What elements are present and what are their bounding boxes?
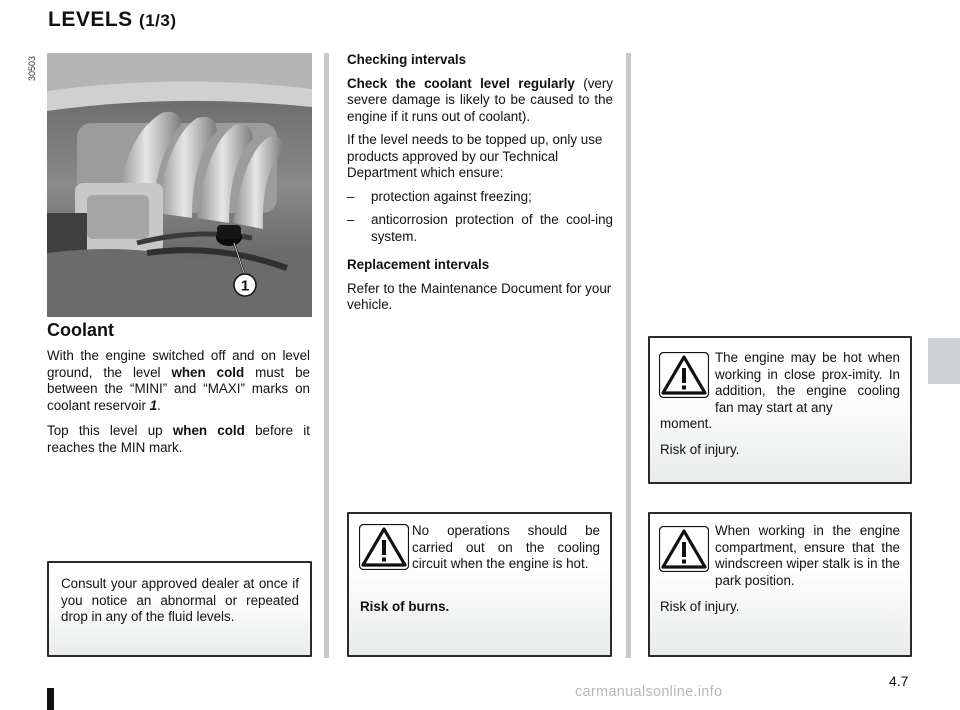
warning-triangle-icon: [659, 526, 709, 572]
text-run-bold: when cold: [172, 423, 245, 438]
warning-box-burns: [347, 512, 612, 657]
corner-mark: [47, 688, 54, 710]
text-run: .: [157, 397, 161, 413]
column-divider-right: [626, 53, 631, 658]
figure-code: 30503: [27, 56, 37, 82]
watermark: carmanualsonline.info: [575, 684, 723, 700]
warning-burns-text: No operations should be carried out on the cooling circuit when the engine is hot.: [412, 523, 600, 571]
replacement-text: Refer to the Maintenance Document for your vehicle.: [347, 280, 612, 312]
warning-box-hot-engine: [648, 336, 912, 484]
section-heading-checking: Checking intervals: [347, 52, 467, 67]
text-run: before it reaches the MIN mark.: [47, 423, 310, 455]
dealer-notice-box: [47, 561, 312, 657]
text-run: (very severe damage is likely to be caused to the engine if it runs out of coolant).: [347, 75, 613, 124]
page-title-text: LEVELS: [48, 8, 133, 31]
page-title-part: (1/3): [139, 11, 177, 30]
coolant-paragraph-2: [47, 423, 310, 456]
page-title: [48, 8, 177, 32]
engine-bay-photo: [47, 53, 312, 317]
warning-box-wiper: [648, 512, 912, 657]
column-divider-left: [324, 53, 329, 658]
text-run-bold-italic: 1: [149, 397, 158, 413]
warning-triangle-icon: [659, 352, 709, 398]
text-run-bold: Check the coolant level regularly: [347, 75, 575, 91]
list-item: – anticorrosion protection of the cool-ing system.: [347, 212, 613, 245]
text-run-bold: when cold: [171, 364, 245, 380]
warning-hot-engine-risk: Risk of injury.: [660, 442, 740, 457]
warning-wiper-text: When working in the engine compartment, ensure that the windscreen wiper stalk is in the park position.: [715, 523, 900, 588]
warning-burns-risk: Risk of burns.: [360, 599, 450, 614]
warning-wiper-risk: Risk of injury.: [660, 599, 740, 614]
coolant-paragraph-1: [47, 348, 310, 414]
text-run: Top this level up: [47, 423, 173, 438]
section-heading-replacement: Replacement intervals: [347, 257, 490, 272]
text-run: With the engine switched off and on level ground, the level: [47, 348, 310, 380]
checking-paragraph-2: If the level needs to be topped up, only use products approved by our Technical Department which ensure:: [347, 132, 603, 180]
checking-paragraph-1: [347, 76, 613, 126]
warning-triangle-icon: [359, 524, 409, 570]
warning-hot-engine-text-tail: moment.: [660, 416, 713, 431]
list-item: – protection against freezing;: [347, 189, 613, 206]
chapter-thumb-tab: [928, 338, 960, 384]
text-run: must be between the “MINI” and “MAXI” marks on coolant reservoir: [47, 364, 310, 413]
dealer-notice-text: Consult your approved dealer at once if you notice an abnormal or repeated drop in any of the fluid levels.: [61, 576, 299, 624]
warning-hot-engine-text: The engine may be hot when working in close prox-imity. In addition, the engine cooling fan may start at any: [715, 350, 900, 415]
engine-illustration: [47, 53, 312, 317]
figure-callout: 1: [240, 277, 250, 295]
checking-intervals-block: [347, 52, 613, 314]
page-number: 4.7: [889, 673, 909, 689]
section-heading-coolant: Coolant: [47, 320, 114, 340]
